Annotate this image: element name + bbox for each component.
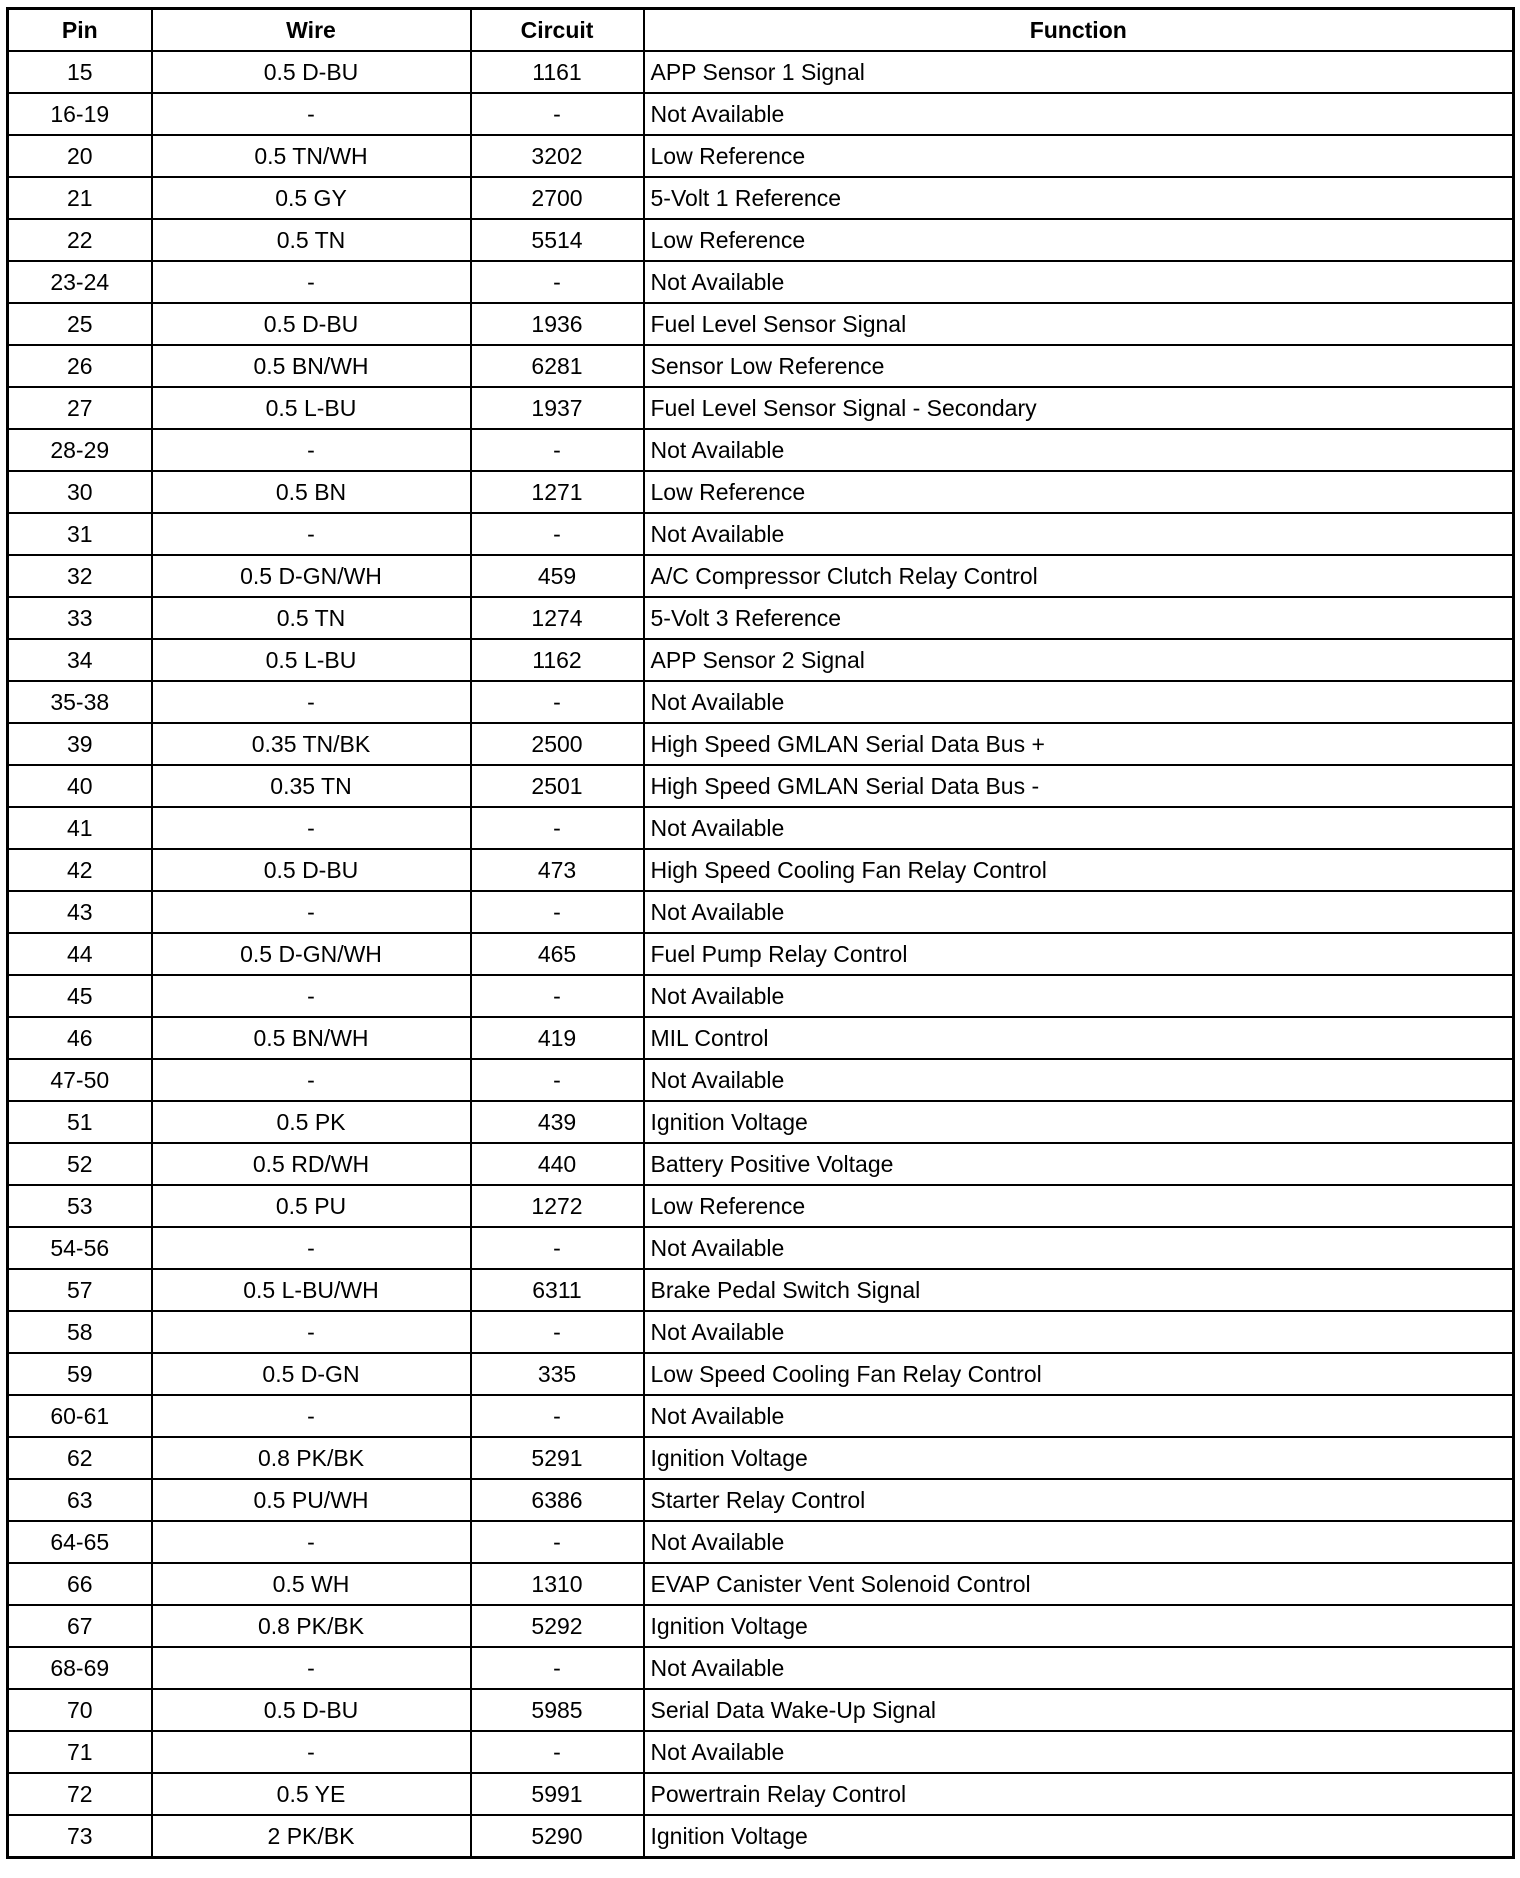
- function-cell: Not Available: [644, 681, 1514, 723]
- pin-cell: 66: [8, 1563, 152, 1605]
- wire-cell: -: [152, 1311, 471, 1353]
- table-row: [8, 1311, 1514, 1353]
- table-row: [8, 723, 1514, 765]
- circuit-cell: 2501: [471, 765, 644, 807]
- pin-cell: 46: [8, 1017, 152, 1059]
- wire-cell: 0.35 TN: [152, 765, 471, 807]
- circuit-cell: 6386: [471, 1479, 644, 1521]
- table-row: [8, 93, 1514, 135]
- wire-cell: 0.5 D-BU: [152, 303, 471, 345]
- table-row: [8, 1017, 1514, 1059]
- circuit-cell: 6311: [471, 1269, 644, 1311]
- function-cell: High Speed Cooling Fan Relay Control: [644, 849, 1514, 891]
- function-cell: Sensor Low Reference: [644, 345, 1514, 387]
- pin-cell: 68-69: [8, 1647, 152, 1689]
- function-cell: Brake Pedal Switch Signal: [644, 1269, 1514, 1311]
- function-cell: Low Reference: [644, 1185, 1514, 1227]
- pin-cell: 34: [8, 639, 152, 681]
- wire-cell: 0.5 TN/WH: [152, 135, 471, 177]
- wire-cell: 0.5 RD/WH: [152, 1143, 471, 1185]
- table-row: [8, 933, 1514, 975]
- table-row: [8, 1605, 1514, 1647]
- table-row: [8, 345, 1514, 387]
- circuit-cell: 5514: [471, 219, 644, 261]
- function-cell: APP Sensor 2 Signal: [644, 639, 1514, 681]
- circuit-cell: 5991: [471, 1773, 644, 1815]
- circuit-cell: 459: [471, 555, 644, 597]
- function-column-header: Function: [644, 9, 1514, 52]
- wire-cell: -: [152, 513, 471, 555]
- table-row: [8, 1773, 1514, 1815]
- table-row: [8, 975, 1514, 1017]
- table-header-row: [8, 9, 1514, 52]
- table-row: [8, 471, 1514, 513]
- circuit-cell: 1274: [471, 597, 644, 639]
- wire-cell: 0.5 D-BU: [152, 1689, 471, 1731]
- wire-cell: -: [152, 1647, 471, 1689]
- wire-cell: 0.5 D-BU: [152, 849, 471, 891]
- function-cell: A/C Compressor Clutch Relay Control: [644, 555, 1514, 597]
- circuit-cell: -: [471, 1647, 644, 1689]
- table-row: [8, 597, 1514, 639]
- function-cell: Ignition Voltage: [644, 1605, 1514, 1647]
- circuit-cell: 465: [471, 933, 644, 975]
- circuit-cell: 3202: [471, 135, 644, 177]
- wire-cell: 0.5 D-GN: [152, 1353, 471, 1395]
- circuit-cell: 5985: [471, 1689, 644, 1731]
- pin-cell: 28-29: [8, 429, 152, 471]
- pin-cell: 45: [8, 975, 152, 1017]
- table-body: [8, 51, 1514, 1858]
- wire-cell: 0.5 WH: [152, 1563, 471, 1605]
- pin-cell: 67: [8, 1605, 152, 1647]
- circuit-cell: 5290: [471, 1815, 644, 1858]
- wire-cell: 0.5 TN: [152, 597, 471, 639]
- wire-cell: 0.8 PK/BK: [152, 1605, 471, 1647]
- table-row: [8, 1521, 1514, 1563]
- pin-cell: 43: [8, 891, 152, 933]
- pin-cell: 33: [8, 597, 152, 639]
- wire-cell: -: [152, 891, 471, 933]
- pin-cell: 71: [8, 1731, 152, 1773]
- wire-cell: -: [152, 807, 471, 849]
- pin-cell: 51: [8, 1101, 152, 1143]
- pin-cell: 59: [8, 1353, 152, 1395]
- function-cell: High Speed GMLAN Serial Data Bus -: [644, 765, 1514, 807]
- pin-cell: 41: [8, 807, 152, 849]
- pin-cell: 73: [8, 1815, 152, 1858]
- table-row: [8, 219, 1514, 261]
- table-row: [8, 681, 1514, 723]
- circuit-cell: 440: [471, 1143, 644, 1185]
- wire-cell: -: [152, 93, 471, 135]
- circuit-cell: 473: [471, 849, 644, 891]
- function-cell: EVAP Canister Vent Solenoid Control: [644, 1563, 1514, 1605]
- circuit-cell: -: [471, 1731, 644, 1773]
- pin-cell: 22: [8, 219, 152, 261]
- circuit-cell: 1310: [471, 1563, 644, 1605]
- table-row: [8, 1353, 1514, 1395]
- table-row: [8, 1395, 1514, 1437]
- circuit-cell: -: [471, 1059, 644, 1101]
- wire-cell: 0.5 D-BU: [152, 51, 471, 93]
- wire-cell: 0.8 PK/BK: [152, 1437, 471, 1479]
- wire-cell: 0.5 L-BU: [152, 639, 471, 681]
- pin-cell: 27: [8, 387, 152, 429]
- wire-cell: 0.5 YE: [152, 1773, 471, 1815]
- pin-cell: 30: [8, 471, 152, 513]
- wire-cell: 0.5 PK: [152, 1101, 471, 1143]
- function-cell: Not Available: [644, 1521, 1514, 1563]
- pin-cell: 57: [8, 1269, 152, 1311]
- table-row: [8, 1227, 1514, 1269]
- function-cell: Not Available: [644, 429, 1514, 471]
- function-cell: Not Available: [644, 93, 1514, 135]
- function-cell: Not Available: [644, 807, 1514, 849]
- circuit-cell: 1936: [471, 303, 644, 345]
- table-row: [8, 1185, 1514, 1227]
- circuit-cell: -: [471, 1521, 644, 1563]
- table-row: [8, 891, 1514, 933]
- pin-cell: 21: [8, 177, 152, 219]
- pin-cell: 44: [8, 933, 152, 975]
- circuit-cell: -: [471, 1395, 644, 1437]
- function-cell: 5-Volt 3 Reference: [644, 597, 1514, 639]
- wire-cell: 0.5 BN/WH: [152, 345, 471, 387]
- pin-cell: 62: [8, 1437, 152, 1479]
- function-cell: Ignition Voltage: [644, 1815, 1514, 1858]
- pin-cell: 60-61: [8, 1395, 152, 1437]
- circuit-cell: 335: [471, 1353, 644, 1395]
- pin-cell: 54-56: [8, 1227, 152, 1269]
- wire-cell: 0.5 TN: [152, 219, 471, 261]
- function-cell: 5-Volt 1 Reference: [644, 177, 1514, 219]
- table-row: [8, 849, 1514, 891]
- wire-cell: -: [152, 261, 471, 303]
- function-cell: Not Available: [644, 891, 1514, 933]
- circuit-cell: 2700: [471, 177, 644, 219]
- table-row: [8, 135, 1514, 177]
- table-row: [8, 387, 1514, 429]
- table-row: [8, 1479, 1514, 1521]
- circuit-cell: -: [471, 93, 644, 135]
- circuit-cell: 1937: [471, 387, 644, 429]
- pin-cell: 32: [8, 555, 152, 597]
- wire-cell: -: [152, 681, 471, 723]
- wire-cell: 0.5 L-BU: [152, 387, 471, 429]
- function-cell: Not Available: [644, 975, 1514, 1017]
- function-cell: Serial Data Wake-Up Signal: [644, 1689, 1514, 1731]
- function-cell: Not Available: [644, 513, 1514, 555]
- circuit-cell: -: [471, 807, 644, 849]
- function-cell: Fuel Pump Relay Control: [644, 933, 1514, 975]
- wire-cell: 0.35 TN/BK: [152, 723, 471, 765]
- pin-cell: 47-50: [8, 1059, 152, 1101]
- wire-cell: 0.5 PU: [152, 1185, 471, 1227]
- table-row: [8, 1689, 1514, 1731]
- table-row: [8, 555, 1514, 597]
- table-row: [8, 1059, 1514, 1101]
- function-cell: Low Reference: [644, 219, 1514, 261]
- table-row: [8, 261, 1514, 303]
- pin-column-header: Pin: [8, 9, 152, 52]
- pin-cell: 15: [8, 51, 152, 93]
- function-cell: APP Sensor 1 Signal: [644, 51, 1514, 93]
- pin-cell: 58: [8, 1311, 152, 1353]
- wire-cell: -: [152, 1395, 471, 1437]
- function-cell: Ignition Voltage: [644, 1437, 1514, 1479]
- pin-cell: 23-24: [8, 261, 152, 303]
- pin-cell: 52: [8, 1143, 152, 1185]
- pin-cell: 42: [8, 849, 152, 891]
- wire-cell: -: [152, 1227, 471, 1269]
- circuit-cell: -: [471, 513, 644, 555]
- table-row: [8, 765, 1514, 807]
- table-row: [8, 51, 1514, 93]
- wire-cell: -: [152, 1521, 471, 1563]
- table-row: [8, 807, 1514, 849]
- wire-cell: 0.5 D-GN/WH: [152, 933, 471, 975]
- table-row: [8, 1731, 1514, 1773]
- function-cell: Not Available: [644, 261, 1514, 303]
- function-cell: Fuel Level Sensor Signal: [644, 303, 1514, 345]
- wire-cell: 0.5 D-GN/WH: [152, 555, 471, 597]
- circuit-cell: 5292: [471, 1605, 644, 1647]
- connector-pinout-table: [6, 7, 1515, 1859]
- pin-cell: 53: [8, 1185, 152, 1227]
- circuit-cell: 1271: [471, 471, 644, 513]
- function-cell: Low Reference: [644, 471, 1514, 513]
- function-cell: Not Available: [644, 1311, 1514, 1353]
- circuit-column-header: Circuit: [471, 9, 644, 52]
- wire-cell: 0.5 L-BU/WH: [152, 1269, 471, 1311]
- function-cell: Not Available: [644, 1227, 1514, 1269]
- wire-cell: 0.5 PU/WH: [152, 1479, 471, 1521]
- table-row: [8, 639, 1514, 681]
- circuit-cell: -: [471, 891, 644, 933]
- pin-cell: 35-38: [8, 681, 152, 723]
- table-row: [8, 303, 1514, 345]
- circuit-cell: 439: [471, 1101, 644, 1143]
- pin-cell: 70: [8, 1689, 152, 1731]
- pin-cell: 64-65: [8, 1521, 152, 1563]
- circuit-cell: -: [471, 429, 644, 471]
- circuit-cell: 1162: [471, 639, 644, 681]
- pin-cell: 20: [8, 135, 152, 177]
- wire-column-header: Wire: [152, 9, 471, 52]
- circuit-cell: 6281: [471, 345, 644, 387]
- wire-cell: -: [152, 1731, 471, 1773]
- function-cell: Not Available: [644, 1731, 1514, 1773]
- table-row: [8, 1269, 1514, 1311]
- circuit-cell: -: [471, 681, 644, 723]
- table-row: [8, 1563, 1514, 1605]
- table-row: [8, 513, 1514, 555]
- wire-cell: 0.5 GY: [152, 177, 471, 219]
- pin-cell: 63: [8, 1479, 152, 1521]
- circuit-cell: -: [471, 1311, 644, 1353]
- wire-cell: 2 PK/BK: [152, 1815, 471, 1858]
- pin-cell: 25: [8, 303, 152, 345]
- function-cell: Fuel Level Sensor Signal - Secondary: [644, 387, 1514, 429]
- function-cell: Not Available: [644, 1395, 1514, 1437]
- circuit-cell: 2500: [471, 723, 644, 765]
- table-row: [8, 1143, 1514, 1185]
- function-cell: Ignition Voltage: [644, 1101, 1514, 1143]
- table-row: [8, 1815, 1514, 1858]
- function-cell: Powertrain Relay Control: [644, 1773, 1514, 1815]
- circuit-cell: -: [471, 261, 644, 303]
- circuit-cell: 1272: [471, 1185, 644, 1227]
- wire-cell: -: [152, 1059, 471, 1101]
- table-row: [8, 1437, 1514, 1479]
- pin-cell: 16-19: [8, 93, 152, 135]
- circuit-cell: -: [471, 975, 644, 1017]
- wire-cell: -: [152, 975, 471, 1017]
- wire-cell: 0.5 BN: [152, 471, 471, 513]
- function-cell: Battery Positive Voltage: [644, 1143, 1514, 1185]
- circuit-cell: -: [471, 1227, 644, 1269]
- function-cell: Not Available: [644, 1059, 1514, 1101]
- wire-cell: 0.5 BN/WH: [152, 1017, 471, 1059]
- pin-cell: 31: [8, 513, 152, 555]
- circuit-cell: 5291: [471, 1437, 644, 1479]
- circuit-cell: 1161: [471, 51, 644, 93]
- table-row: [8, 177, 1514, 219]
- function-cell: Low Reference: [644, 135, 1514, 177]
- pin-cell: 26: [8, 345, 152, 387]
- table-row: [8, 429, 1514, 471]
- function-cell: Low Speed Cooling Fan Relay Control: [644, 1353, 1514, 1395]
- circuit-cell: 419: [471, 1017, 644, 1059]
- table-row: [8, 1101, 1514, 1143]
- function-cell: MIL Control: [644, 1017, 1514, 1059]
- pin-cell: 72: [8, 1773, 152, 1815]
- function-cell: Not Available: [644, 1647, 1514, 1689]
- table-row: [8, 1647, 1514, 1689]
- pin-cell: 39: [8, 723, 152, 765]
- function-cell: High Speed GMLAN Serial Data Bus +: [644, 723, 1514, 765]
- function-cell: Starter Relay Control: [644, 1479, 1514, 1521]
- pin-cell: 40: [8, 765, 152, 807]
- wire-cell: -: [152, 429, 471, 471]
